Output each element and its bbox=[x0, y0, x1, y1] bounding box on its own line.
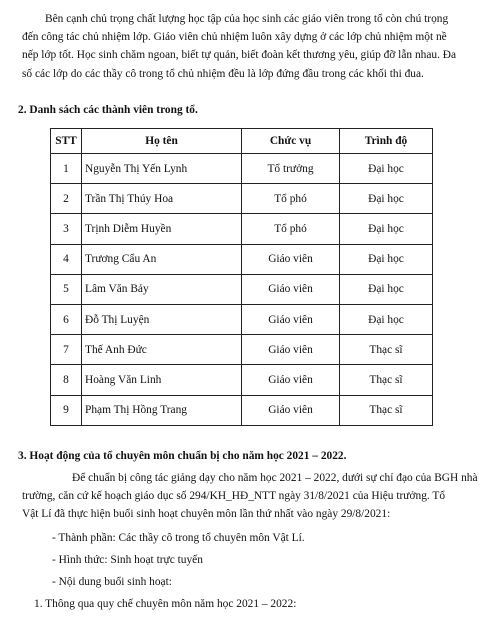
intro-line: đến công tác chủ nhiệm lớp. Giáo viên chủ nhiệm luôn xây dựng ở các lớp chủ nhiệm một nề bbox=[22, 31, 447, 44]
cell-level: Đại học bbox=[340, 214, 433, 244]
intro-line: số các lớp do các thầy cô trong tổ chủ nhiệm đều là lớp đứng đầu trong các khối thi đua. bbox=[22, 67, 424, 80]
cell-level: Thạc sĩ bbox=[340, 395, 433, 425]
table-row bbox=[51, 214, 433, 244]
cell-level: Đại học bbox=[340, 274, 433, 304]
cell-role: Giáo viên bbox=[242, 304, 340, 334]
header-role: Chức vụ bbox=[242, 129, 340, 154]
table-row bbox=[51, 154, 433, 184]
cell-level: Thạc sĩ bbox=[340, 365, 433, 395]
intro-line: nếp lớp tốt. Học sinh chăm ngoan, biết tự quản, biết đoàn kết thương yêu, giúp đỡ lẫn nhau. Đa bbox=[22, 49, 457, 62]
bullet-item: - Thành phần: Các thầy cô trong tổ chuyên môn Vật Lí. bbox=[52, 532, 305, 544]
header-name: Họ tên bbox=[82, 129, 242, 154]
section-3-line: Để chuẩn bị công tác giảng dạy cho năm học 2021 – 2022, dưới sự chỉ đạo của BGH nhà bbox=[72, 472, 478, 484]
cell-stt: 9 bbox=[51, 395, 82, 425]
cell-name: Trương Cẩu An bbox=[82, 244, 242, 274]
cell-role: Giáo viên bbox=[242, 365, 340, 395]
cell-stt: 3 bbox=[51, 214, 82, 244]
section-2-heading: 2. Danh sách các thành viên trong tổ. bbox=[18, 104, 198, 116]
intro-paragraph bbox=[22, 10, 462, 83]
members-table bbox=[50, 128, 433, 426]
cell-stt: 2 bbox=[51, 184, 82, 214]
cell-stt: 7 bbox=[51, 335, 82, 365]
cell-name: Đỗ Thị Luyện bbox=[82, 304, 242, 334]
cell-name: Trần Thị Thúy Hoa bbox=[82, 184, 242, 214]
cell-stt: 5 bbox=[51, 274, 82, 304]
cell-role: Giáo viên bbox=[242, 395, 340, 425]
cell-name: Hoàng Văn Linh bbox=[82, 365, 242, 395]
section-3-line: Vật Lí đã thực hiện buổi sinh hoạt chuyên môn lần thứ nhất vào ngày 29/8/2021: bbox=[22, 508, 391, 521]
table-row bbox=[51, 365, 433, 395]
cell-name: Thế Anh Đức bbox=[82, 335, 242, 365]
header-level: Trình độ bbox=[340, 129, 433, 154]
cell-level: Đại học bbox=[340, 154, 433, 184]
cell-role: Giáo viên bbox=[242, 244, 340, 274]
cell-level: Đại học bbox=[340, 184, 433, 214]
cell-stt: 8 bbox=[51, 365, 82, 395]
section-3-line: trường, căn cứ kế hoạch giáo dục số 294/KH_HĐ_NTT ngày 31/8/2021 của Hiệu trưởng. Tổ bbox=[22, 490, 446, 503]
table-row bbox=[51, 335, 433, 365]
cell-name: Trịnh Diễm Huyền bbox=[82, 214, 242, 244]
cell-role: Tổ phó bbox=[242, 214, 340, 244]
bullet-item: - Nội dung buổi sinh hoạt: bbox=[52, 576, 172, 588]
cell-role: Giáo viên bbox=[242, 335, 340, 365]
cell-level: Đại học bbox=[340, 304, 433, 334]
table-row bbox=[51, 184, 433, 214]
table-row bbox=[51, 274, 433, 304]
cell-name: Phạm Thị Hồng Trang bbox=[82, 395, 242, 425]
section-3-heading: 3. Hoạt động của tổ chuyên môn chuẩn bị cho năm học 2021 – 2022. bbox=[18, 450, 347, 462]
bullet-item: - Hình thức: Sinh hoạt trực tuyến bbox=[52, 554, 203, 566]
cell-stt: 4 bbox=[51, 244, 82, 274]
section-3-paragraph bbox=[22, 469, 478, 524]
cell-name: Nguyễn Thị Yến Lynh bbox=[82, 154, 242, 184]
table-header-row bbox=[51, 129, 433, 154]
cell-role: Giáo viên bbox=[242, 274, 340, 304]
table-row bbox=[51, 395, 433, 425]
cell-stt: 1 bbox=[51, 154, 82, 184]
cell-name: Lâm Văn Bảy bbox=[82, 274, 242, 304]
cell-stt: 6 bbox=[51, 304, 82, 334]
cell-level: Đại học bbox=[340, 244, 433, 274]
intro-line: Bên cạnh chủ trọng chất lượng học tập của học sinh các giáo viên trong tổ còn chú trọng bbox=[45, 13, 449, 25]
cell-role: Tổ trưởng bbox=[242, 154, 340, 184]
numbered-item: 1. Thông qua quy chế chuyên môn năm học 2021 – 2022: bbox=[34, 598, 297, 610]
table-row bbox=[51, 244, 433, 274]
cell-level: Thạc sĩ bbox=[340, 335, 433, 365]
header-stt: STT bbox=[51, 129, 82, 154]
table-row bbox=[51, 304, 433, 334]
cell-role: Tổ phó bbox=[242, 184, 340, 214]
